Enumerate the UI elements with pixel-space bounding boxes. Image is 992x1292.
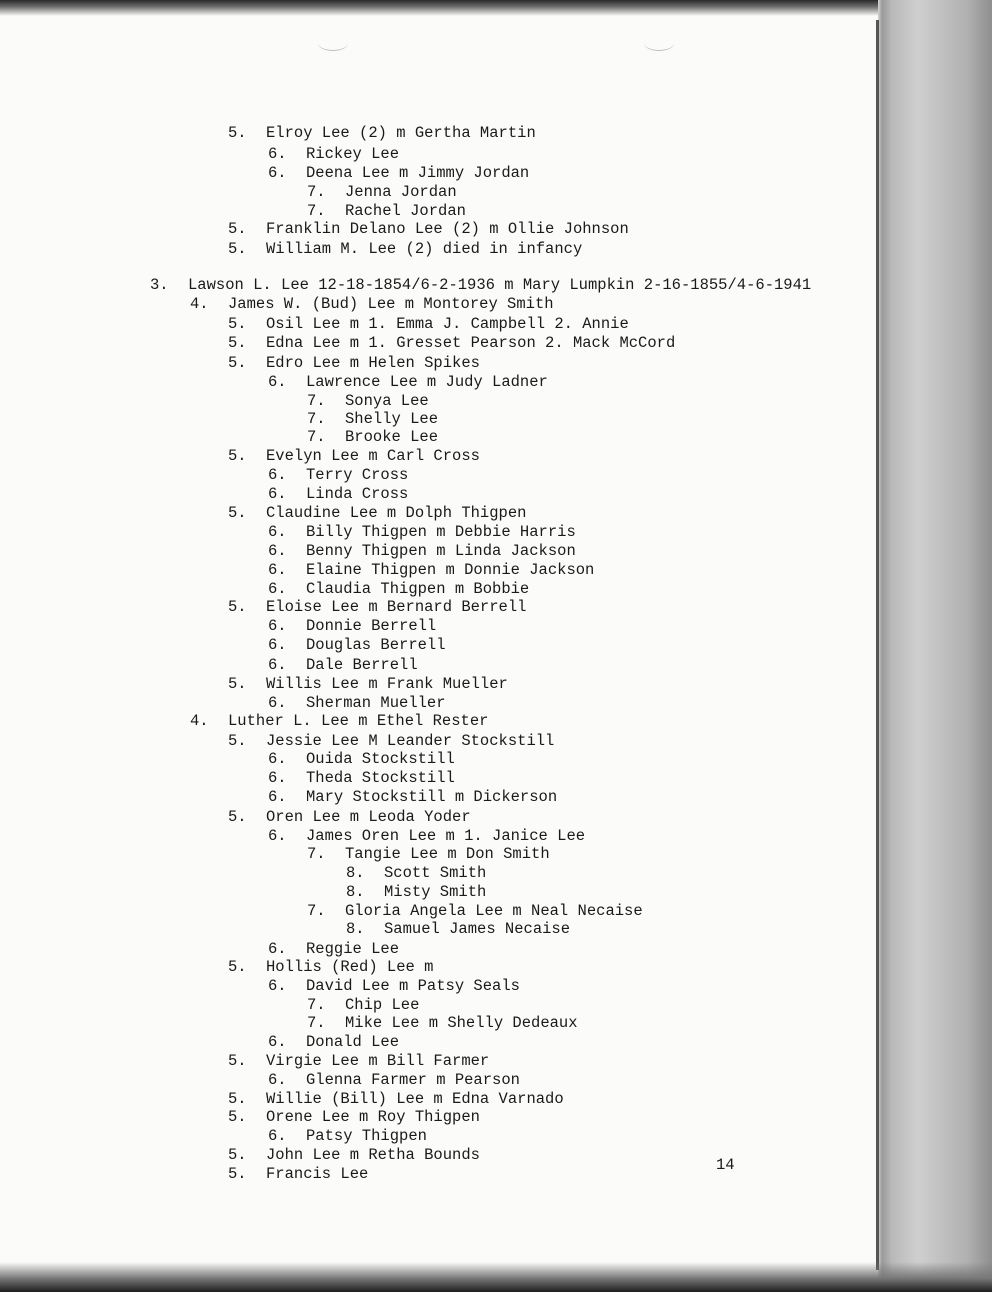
generation-number: 8.: [346, 920, 365, 938]
entry-line: [268, 485, 408, 503]
entry-text: James W. (Bud) Lee m Montorey Smith: [228, 295, 554, 313]
entry-text: Linda Cross: [306, 485, 409, 503]
entry-line: [228, 1146, 480, 1164]
entry-text: Rachel Jordan: [345, 202, 466, 220]
generation-number: 5.: [228, 220, 247, 238]
entry-text: Francis Lee: [266, 1165, 369, 1183]
entry-text: Theda Stockstill: [306, 769, 455, 787]
entry-line: [307, 392, 429, 410]
entry-line: [268, 694, 446, 712]
entry-text: William M. Lee (2) died in infancy: [266, 240, 583, 258]
entry-text: Evelyn Lee m Carl Cross: [266, 447, 480, 465]
entry-text: Sonya Lee: [345, 392, 429, 410]
entry-line: [228, 675, 508, 693]
entry-text: Mary Stockstill m Dickerson: [306, 788, 558, 806]
entry-line: [228, 1165, 368, 1183]
entry-line: [268, 164, 529, 182]
generation-number: 7.: [307, 183, 326, 201]
generation-number: 6.: [268, 1127, 287, 1145]
entry-text: Claudine Lee m Dolph Thigpen: [266, 504, 527, 522]
generation-number: 3.: [150, 276, 169, 294]
entry-line: [190, 295, 554, 313]
generation-number: 6.: [268, 656, 287, 674]
entry-text: Deena Lee m Jimmy Jordan: [306, 164, 530, 182]
entry-text: Brooke Lee: [345, 428, 439, 446]
entry-line: [268, 940, 399, 958]
entry-text: Chip Lee: [345, 996, 420, 1014]
entry-text: Douglas Berrell: [306, 636, 446, 654]
entry-text: Sherman Mueller: [306, 694, 446, 712]
generation-number: 6.: [268, 769, 287, 787]
entry-text: Orene Lee m Roy Thigpen: [266, 1108, 480, 1126]
entry-line: [268, 1127, 427, 1145]
entry-text: Jessie Lee M Leander Stockstill: [266, 732, 555, 750]
entry-text: Edna Lee m 1. Gresset Pearson 2. Mack McCord: [266, 334, 676, 352]
entry-line: [307, 202, 466, 220]
entry-text: Franklin Delano Lee (2) m Ollie Johnson: [266, 220, 629, 238]
entry-text: Samuel James Necaise: [384, 920, 571, 938]
entry-line: [268, 769, 455, 787]
entry-line: [268, 827, 585, 845]
entry-line: [268, 788, 557, 806]
entry-line: [228, 504, 526, 522]
entry-line: [346, 883, 486, 901]
generation-number: 5.: [228, 1090, 247, 1108]
generation-number: 5.: [228, 315, 247, 333]
entry-line: [228, 808, 471, 826]
entry-text: Virgie Lee m Bill Farmer: [266, 1052, 490, 1070]
entry-line: [228, 447, 480, 465]
entry-line: [228, 220, 629, 238]
generation-number: 7.: [307, 902, 326, 920]
entry-text: Elaine Thigpen m Donnie Jackson: [306, 561, 595, 579]
entry-line: [228, 1108, 480, 1126]
entry-line: [228, 315, 629, 333]
entry-text: Mike Lee m Shelly Dedeaux: [345, 1014, 578, 1032]
entry-line: [268, 542, 576, 560]
entry-text: James Oren Lee m 1. Janice Lee: [306, 827, 586, 845]
entry-text: Willis Lee m Frank Mueller: [266, 675, 508, 693]
entry-text: Osil Lee m 1. Emma J. Campbell 2. Annie: [266, 315, 629, 333]
generation-number: 5.: [228, 1052, 247, 1070]
entry-line: [228, 240, 582, 258]
entry-line: [268, 145, 399, 163]
entry-text: Eloise Lee m Bernard Berrell: [266, 598, 527, 616]
generation-number: 6.: [268, 977, 287, 995]
generation-number: 6.: [268, 694, 287, 712]
generation-number: 5.: [228, 1146, 247, 1164]
entry-line: [150, 276, 811, 294]
entry-line: [228, 732, 554, 750]
entry-text: Dale Berrell: [306, 656, 418, 674]
generation-number: 6.: [268, 485, 287, 503]
generation-number: 5.: [228, 808, 247, 826]
page-edge-line: [876, 20, 879, 1270]
entry-line: [268, 580, 529, 598]
entry-line: [228, 1052, 489, 1070]
generation-number: 6.: [268, 542, 287, 560]
entry-line: [268, 466, 408, 484]
entry-line: [307, 845, 550, 863]
generation-number: 5.: [228, 958, 247, 976]
entry-line: [228, 1090, 564, 1108]
entry-line: [307, 428, 438, 446]
entry-line: [307, 902, 643, 920]
scan-right-edge: [878, 0, 992, 1292]
generation-number: 5.: [228, 504, 247, 522]
generation-number: 6.: [268, 466, 287, 484]
generation-number: 7.: [307, 428, 326, 446]
entry-text: Edro Lee m Helen Spikes: [266, 354, 480, 372]
entry-line: [268, 656, 418, 674]
entry-text: Scott Smith: [384, 864, 487, 882]
entry-text: Claudia Thigpen m Bobbie: [306, 580, 530, 598]
entry-line: [228, 334, 675, 352]
entry-line: [268, 523, 576, 541]
entry-line: [228, 124, 536, 142]
generation-number: 6.: [268, 580, 287, 598]
generation-number: 6.: [268, 827, 287, 845]
generation-number: 6.: [268, 636, 287, 654]
entry-text: Elroy Lee (2) m Gertha Martin: [266, 124, 536, 142]
entry-line: [228, 958, 433, 976]
generation-number: 6.: [268, 617, 287, 635]
entry-line: [190, 712, 488, 730]
page-number: 14: [716, 1156, 735, 1174]
entry-line: [268, 977, 520, 995]
generation-number: 8.: [346, 864, 365, 882]
generation-number: 7.: [307, 392, 326, 410]
entry-line: [268, 373, 548, 391]
entry-text: Ouida Stockstill: [306, 750, 455, 768]
entry-line: [268, 1071, 520, 1089]
entry-line: [307, 1014, 578, 1032]
entry-text: Billy Thigpen m Debbie Harris: [306, 523, 576, 541]
generation-number: 6.: [268, 373, 287, 391]
entry-text: Glenna Farmer m Pearson: [306, 1071, 520, 1089]
generation-number: 7.: [307, 996, 326, 1014]
scan-bottom-shadow: [0, 1262, 992, 1292]
entry-text: Tangie Lee m Don Smith: [345, 845, 550, 863]
entry-text: Oren Lee m Leoda Yoder: [266, 808, 471, 826]
generation-number: 6.: [268, 164, 287, 182]
entry-text: John Lee m Retha Bounds: [266, 1146, 480, 1164]
generation-number: 6.: [268, 1033, 287, 1051]
entry-text: Donnie Berrell: [306, 617, 437, 635]
entry-text: David Lee m Patsy Seals: [306, 977, 520, 995]
generation-number: 4.: [190, 712, 209, 730]
entry-text: Misty Smith: [384, 883, 487, 901]
generation-number: 7.: [307, 845, 326, 863]
generation-number: 5.: [228, 598, 247, 616]
entry-text: Shelly Lee: [345, 410, 439, 428]
entry-line: [268, 636, 446, 654]
entry-text: Rickey Lee: [306, 145, 400, 163]
entry-text: Hollis (Red) Lee m: [266, 958, 434, 976]
entry-text: Benny Thigpen m Linda Jackson: [306, 542, 576, 560]
generation-number: 7.: [307, 202, 326, 220]
entry-text: Lawrence Lee m Judy Ladner: [306, 373, 548, 391]
generation-number: 6.: [268, 561, 287, 579]
generation-number: 4.: [190, 295, 209, 313]
generation-number: 5.: [228, 124, 247, 142]
entry-text: Lawson L. Lee 12-18-1854/6-2-1936 m Mary Lumpkin 2-16-1855/4-6-1941: [188, 276, 812, 294]
entry-text: Reggie Lee: [306, 940, 400, 958]
generation-number: 6.: [268, 940, 287, 958]
generation-number: 7.: [307, 1014, 326, 1032]
entry-line: [268, 561, 594, 579]
generation-number: 6.: [268, 750, 287, 768]
generation-number: 5.: [228, 732, 247, 750]
entry-line: [268, 617, 436, 635]
generation-number: 6.: [268, 145, 287, 163]
generation-number: 6.: [268, 1071, 287, 1089]
generation-number: 5.: [228, 675, 247, 693]
entry-line: [228, 354, 480, 372]
entry-text: Patsy Thigpen: [306, 1127, 427, 1145]
generation-number: 5.: [228, 447, 247, 465]
generation-number: 7.: [307, 410, 326, 428]
entry-text: Donald Lee: [306, 1033, 400, 1051]
entry-line: [268, 1033, 399, 1051]
entry-line: [307, 183, 457, 201]
generation-number: 5.: [228, 1108, 247, 1126]
entry-line: [346, 864, 486, 882]
entry-line: [307, 410, 438, 428]
generation-number: 5.: [228, 240, 247, 258]
generation-number: 6.: [268, 788, 287, 806]
entry-line: [228, 598, 526, 616]
entry-text: Luther L. Lee m Ethel Rester: [228, 712, 489, 730]
generation-number: 8.: [346, 883, 365, 901]
entry-line: [268, 750, 455, 768]
entry-text: Gloria Angela Lee m Neal Necaise: [345, 902, 643, 920]
entry-line: [307, 996, 419, 1014]
generation-number: 6.: [268, 523, 287, 541]
generation-number: 5.: [228, 334, 247, 352]
generation-number: 5.: [228, 354, 247, 372]
entry-line: [346, 920, 570, 938]
entry-text: Willie (Bill) Lee m Edna Varnado: [266, 1090, 564, 1108]
entry-text: Terry Cross: [306, 466, 409, 484]
generation-number: 5.: [228, 1165, 247, 1183]
entry-text: Jenna Jordan: [345, 183, 457, 201]
